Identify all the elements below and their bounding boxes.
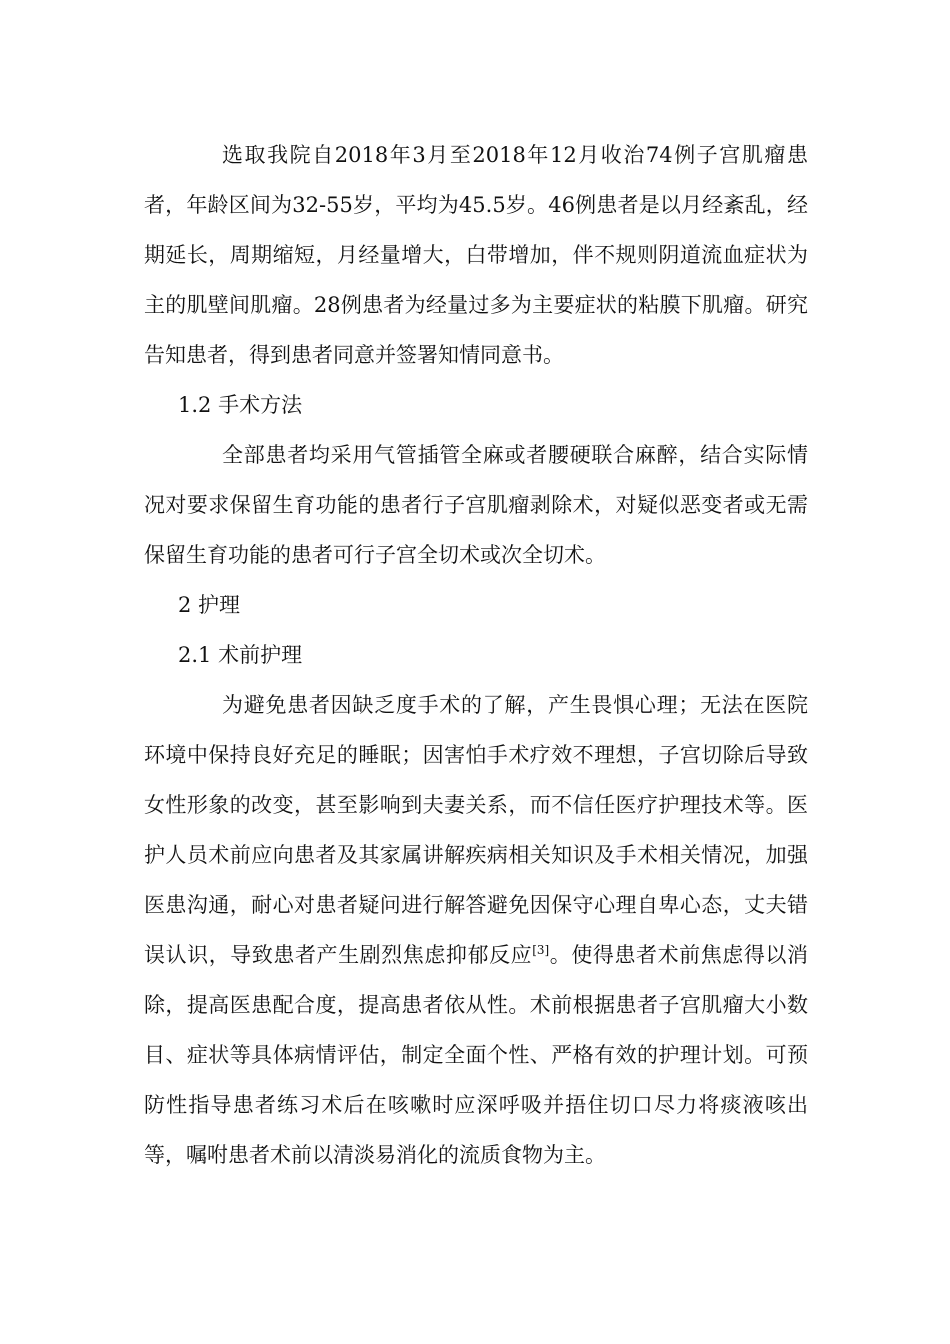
- citation-reference: [3]: [532, 943, 550, 957]
- paragraph-surgical-method: 全部患者均采用气管插管全麻或者腰硬联合麻醉，结合实际情况对要求保留生育功能的患者行子宫肌瘤剥除术，对疑似恶变者或无需保留生育功能的患者可行子宫全切术或次全切术。: [144, 443, 808, 567]
- heading-surgical-method: 1.2 手术方法: [178, 393, 303, 417]
- heading-nursing: 2 护理: [178, 593, 241, 617]
- document-body: [144, 130, 808, 1180]
- heading-preoperative-nursing: 2.1 术前护理: [178, 643, 303, 667]
- paragraph-preoperative-nursing: [144, 680, 808, 1180]
- paragraph-text-part: 。使得患者术前焦虑得以消除，提高医患配合度，提高患者依从性。术前根据患者子宫肌瘤大小数目、症状等具体病情评估，制定全面个性、严格有效的护理计划。可预防性指导患者练习术后在咳嗽时应深呼吸并捂住切口尽力将痰液咳出等，嘱咐患者术前以清淡易消化的流质食物为主。: [144, 943, 809, 1167]
- paragraph-text-part: 为避免患者因缺乏度手术的了解，产生畏惧心理；无法在医院环境中保持良好充足的睡眠；因害怕手术疗效不理想，子宫切除后导致女性形象的改变，甚至影响到夫妻关系，而不信任医疗护理技术等。医护人员术前应向患者及其家属讲解疾病相关知识及手术相关情况，加强医患沟通，耐心对患者疑问进行解答避免因保守心理自卑心态，丈夫错误认识，导致患者产生剧烈焦虑抑郁反应: [144, 693, 808, 967]
- paragraph-patients: 选取我院自2018年3月至2018年12月收治74例子宫肌瘤患者，年龄区间为32-55岁，平均为45.5岁。46例患者是以月经紊乱，经期延长，周期缩短，月经量增大，白带增加，伴不规则阴道流血症状为主的肌壁间肌瘤。28例患者为经量过多为主要症状的粘膜下肌瘤。研究告知患者，得到患者同意并签署知情同意书。: [144, 143, 808, 367]
